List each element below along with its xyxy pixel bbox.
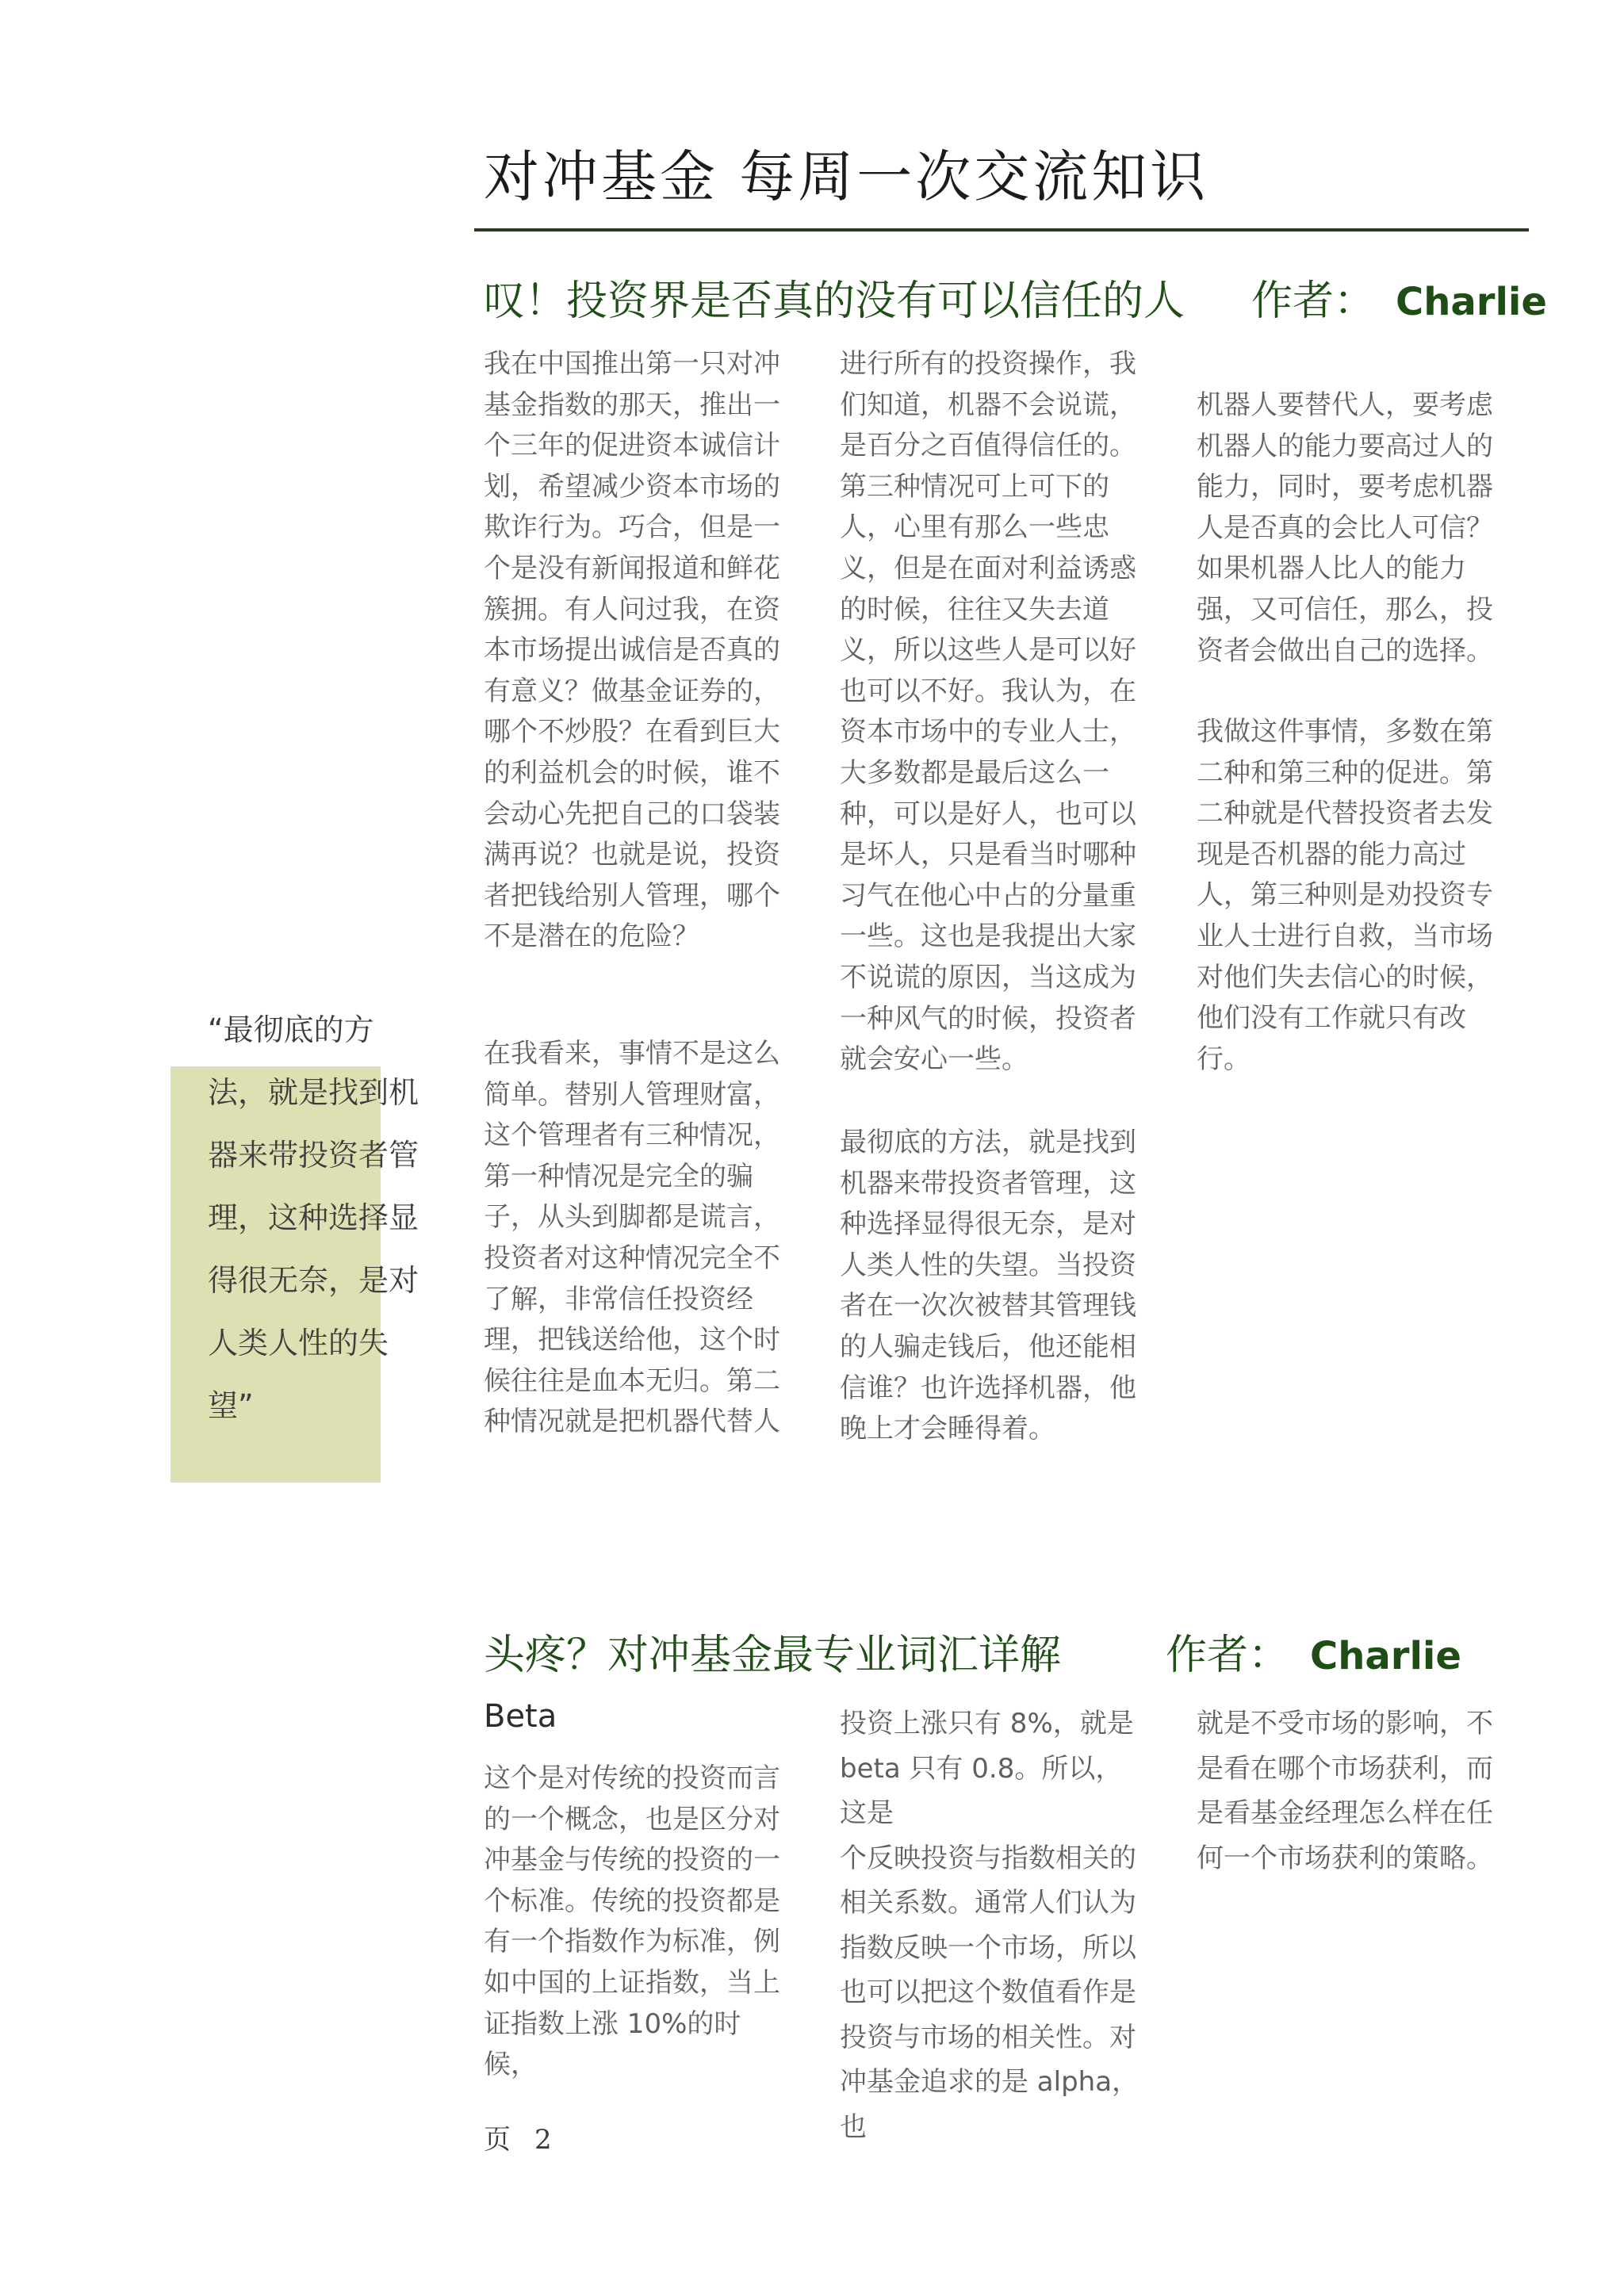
- pullquote-text: “最彻底的方 法，就是找到机 器来带投资者管 理，这种选择显 得很无奈，是对 人类人性的失 望”: [208, 1012, 419, 1423]
- article1-byline-name: Charlie: [1396, 280, 1547, 324]
- article2-byline: [1166, 1632, 1461, 1679]
- article1-column-3: [1197, 385, 1502, 675]
- article2-paragraph-1: 这个是对传统的投资而言 的一个概念，也是区分对 冲基金与传统的投资的一 个标准。传统的投资都是 有一个指数作为标准，例 如中国的上证指数，当上 证指数上涨 10%的时候，: [484, 1762, 780, 2081]
- article1-column-2-continued: [840, 1123, 1145, 1456]
- masthead-title: 对冲基金 每周一次交流知识: [484, 144, 1209, 209]
- pullquote: [208, 999, 438, 1437]
- article2-headline: 头疼？对冲基金最专业词汇详解: [484, 1632, 1062, 1679]
- article1-paragraph-1: 我在中国推出第一只对冲 基金指数的那天，推出一 个三年的促进资本诚信计 划，希望减少资本市场的 欺诈行为。巧合，但是一 个是没有新闻报道和鲜花 簇拥。有人问过我，在资 本市场提出诚信是否真的 有意义？做基金证券的， 哪个不炒股？在看到巨大 的利益机会的时候，谁不 会动心先把自己的口袋装 满再说？也就是说，投资 者把钱给别人管理，哪个 不是潜在的危险？: [484, 348, 780, 953]
- article1-paragraph-5: 机器人要替代人，要考虑 机器人的能力要高过人的 能力，同时，要考虑机器 人是否真的会比人可信？ 如果机器人比人的能力 强，又可信任，那么，投 资者会做出自己的选择。: [1197, 389, 1493, 667]
- article2-column-1: [484, 1758, 789, 2081]
- article1-paragraph-3: 进行所有的投资操作，我 们知道，机器不会说谎， 是百分之百值得信任的。 第三种情况可上可下的 人，心里有那么一些忠 义，但是在面对利益诱惑 的时候，往往又失去道 义，所以这些人是可以好 也可以不好。我认为，在 资本市场中的专业人士， 大多数都是最后这么一 种，可以是好人，也可以 是坏人，只是看当时哪种 习气在他心中占的分量重 一些。这也是我提出大家 不说谎的原因，当这成为 一种风气的时候，投资者 就会安心一些。: [840, 348, 1136, 1076]
- article1-paragraph-2: 在我看来，事情不是这么 简单。替别人管理财富， 这个管理者有三种情况， 第一种情况是完全的骗 子，从头到脚都是谎言， 投资者对这种情况完全不 了解，非常信任投资经 理，把钱送给他，这个时 候往往是血本无归。第二 种情况就是把机器代替人: [484, 1038, 780, 1438]
- article1-paragraph-4: 最彻底的方法，就是找到 机器来带投资者管理，这 种选择显得很无奈，是对 人类人性的失望。当投资 者在一次次被替其管理钱 的人骗走钱后，他还能相 信谁？也许选择机器，他 晚上才会睡得着。: [840, 1127, 1136, 1445]
- article2-paragraph-2: 投资上涨只有 8%，就是 beta 只有 0.8。所以，这是 个反映投资与指数相关的 相关系数。通常人们认为 指数反映一个市场，所以 也可以把这个数值看作是 投资与市场的相关性。对 冲基金追求的是 alpha，也: [840, 1708, 1139, 2143]
- article1-headline: 叹！投资界是否真的没有可以信任的人: [484, 277, 1185, 325]
- article1-column-3-continued: [1197, 712, 1502, 1085]
- page-footer: [484, 2124, 552, 2156]
- page-label: 页: [484, 2124, 511, 2156]
- article1-byline-label: 作者：: [1251, 277, 1376, 325]
- article2-column-2: [840, 1701, 1145, 2143]
- article2-subheading: Beta: [484, 1698, 557, 1735]
- article1-paragraph-6: 我做这件事情，多数在第 二种和第三种的促进。第 二种就是代替投资者去发 现是否机器的能力高过 人，第三种则是劝投资专 业人士进行自救，当市场 对他们失去信心的时候， 他们没有工作就只有改 行。: [1197, 716, 1493, 1075]
- article1-column-1: [484, 344, 789, 962]
- page-number: 2: [534, 2124, 552, 2156]
- article2-column-3: [1197, 1701, 1502, 1892]
- article1-column-1-continued: [484, 1034, 789, 1454]
- masthead-divider: [474, 228, 1529, 232]
- article1-byline: [1251, 277, 1547, 325]
- article2-byline-label: 作者：: [1166, 1632, 1290, 1679]
- article1-column-2: [840, 344, 1145, 1085]
- article2-byline-name: Charlie: [1310, 1634, 1461, 1678]
- article2-paragraph-3: 就是不受市场的影响，不 是看在哪个市场获利，而 是看基金经理怎么样在任 何一个市场获利的策略。: [1197, 1708, 1493, 1874]
